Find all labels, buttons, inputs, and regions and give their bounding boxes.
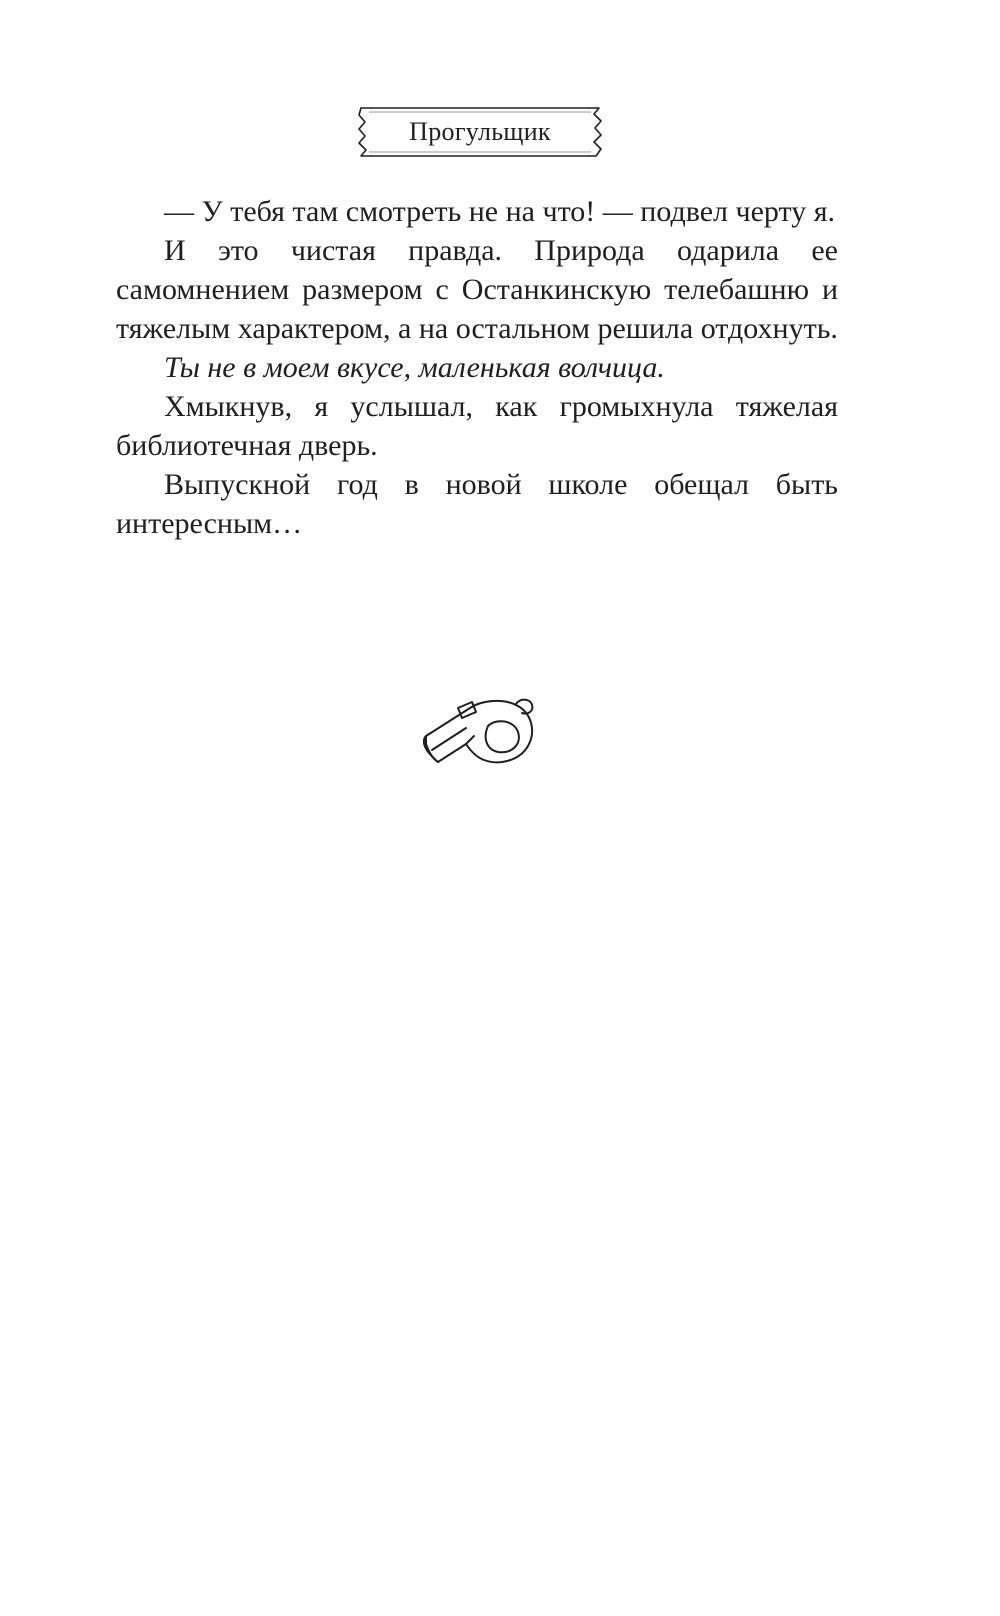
paragraph-2: И это чистая правда. Природа одарила ее самомнением размером с Останкинскую телебашню и тяжелым характером, а на остальном решила отдохнуть. (116, 234, 838, 345)
paragraph-4: Хмыкнув, я услышал, как громыхнула тяжелая библиотечная дверь. (116, 390, 838, 462)
paragraph-5: Выпускной год в новой школе обещал быть интересным… (116, 468, 838, 540)
running-header (355, 104, 605, 160)
paragraph-1: — У тебя там смотреть не на что! — подвел черту я. (164, 195, 836, 228)
whistle-icon (418, 688, 542, 774)
body-text (116, 192, 838, 543)
header-title: Прогульщик (409, 117, 551, 146)
paragraph-3-italic: Ты не в моем вкусе, маленькая волчица. (164, 351, 665, 384)
